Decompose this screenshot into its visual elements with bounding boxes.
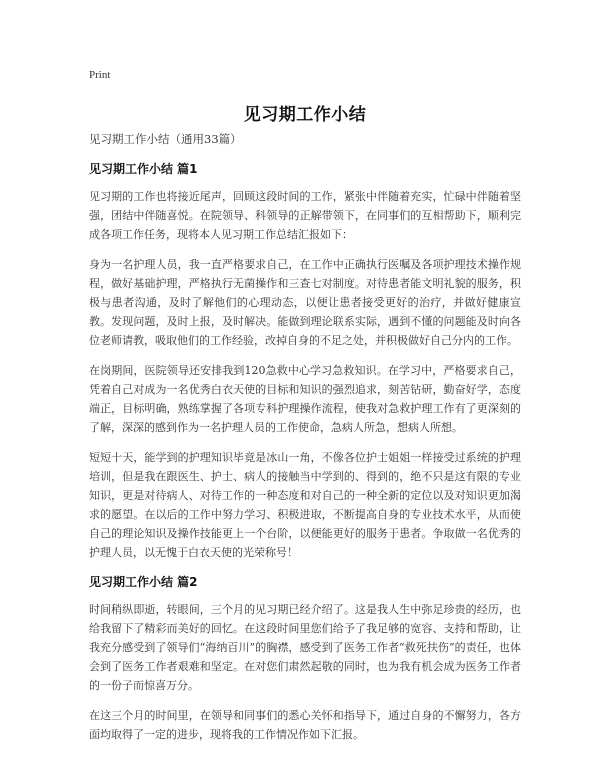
paragraph: 短短十天，能学到的护理知识毕竟是冰山一角，不像各位护士姐姐一样接受过系统的护理培训，但是我在跟医生、护士、病人的接触当中学到的、得到的，绝不只是这有限的专业知识，更是对待病人、对待工作的一种态度和对自己的一种全新的定位以及对知识更加渴求的愿望。在以后的工作中努力学习、积极进取，不断提高自身的专业技术水平，从而使自己的理论知识及操作技能更上一个台阶，以便能更好的服务于患者。争取做一名优秀的护理人员，以无愧于白衣天使的光荣称号！ bbox=[89, 451, 521, 559]
paragraph: 时间稍纵即逝，转眼间，三个月的见习期已经介绍了。这是我人生中弥足珍贵的经历，也给我留下了精彩而美好的回忆。在这段时间里您们给予了我足够的宽容、支持和帮助，让我充分感受到了领导们“海纳百川”的胸襟，感受到了医务工作者“救死扶伤”的责任，也体会到了医务工作者艰难和坚定。在对您们肃然起敬的同时，也为我有机会成为医务工作者的一份子而惊喜万分。 bbox=[89, 603, 521, 692]
document-title: 见习期工作小结 bbox=[243, 105, 367, 125]
document-subtitle: 见习期工作小结（通用33篇） bbox=[89, 132, 242, 146]
section-2 bbox=[89, 573, 521, 744]
paragraph: 身为一名护理人员，我一直严格要求自己，在工作中正确执行医嘱及各项护理技术操作规程，做好基础护理，严格执行无菌操作和三查七对制度。对待患者能文明礼貌的服务，积极与患者沟通，及时了解他们的心理动态，以便让患者接受更好的治疗，并做好健康宣教。发现问题，及时上报，及时解决。能做到理论联系实际，遇到不懂的问题能及时向各位老师请教，吸取他们的工作经验，改掉自身的不足之处，并积极做好自己分内的工作。 bbox=[89, 258, 521, 347]
document-body bbox=[89, 160, 521, 755]
section-heading: 见习期工作小结 篇1 bbox=[89, 162, 198, 176]
section-heading: 见习期工作小结 篇2 bbox=[89, 575, 198, 589]
paragraph: 在这三个月的时间里，在领导和同事们的悉心关怀和指导下，通过自身的不懈努力，各方面均取得了一定的进步，现将我的工作情况作如下汇报。 bbox=[89, 709, 521, 741]
paragraph: 在岗期间，医院领导还安排我到120急救中心学习急救知识。在学习中，严格要求自己，凭着自己对成为一名优秀白衣天使的目标和知识的强烈追求，刻苦钻研，勤奋好学，态度端正，目标明确，熟练掌握了各项专科护理操作流程，使我对急救护理工作有了更深刻的了解，深深的感到作为一名护理人员的工作使命，急病人所急，想病人所想。 bbox=[89, 364, 521, 434]
print-label: Print bbox=[89, 69, 111, 81]
section-1 bbox=[89, 160, 521, 562]
paragraph: 见习期的工作也将接近尾声，回顾这段时间的工作，紧张中伴随着充实，忙碌中伴随着坚强，团结中伴随喜悦。在院领导、科领导的正解带领下，在同事们的互相帮助下，顺利完成各项工作任务，现将本人见习期工作总结汇报如下： bbox=[89, 190, 521, 241]
